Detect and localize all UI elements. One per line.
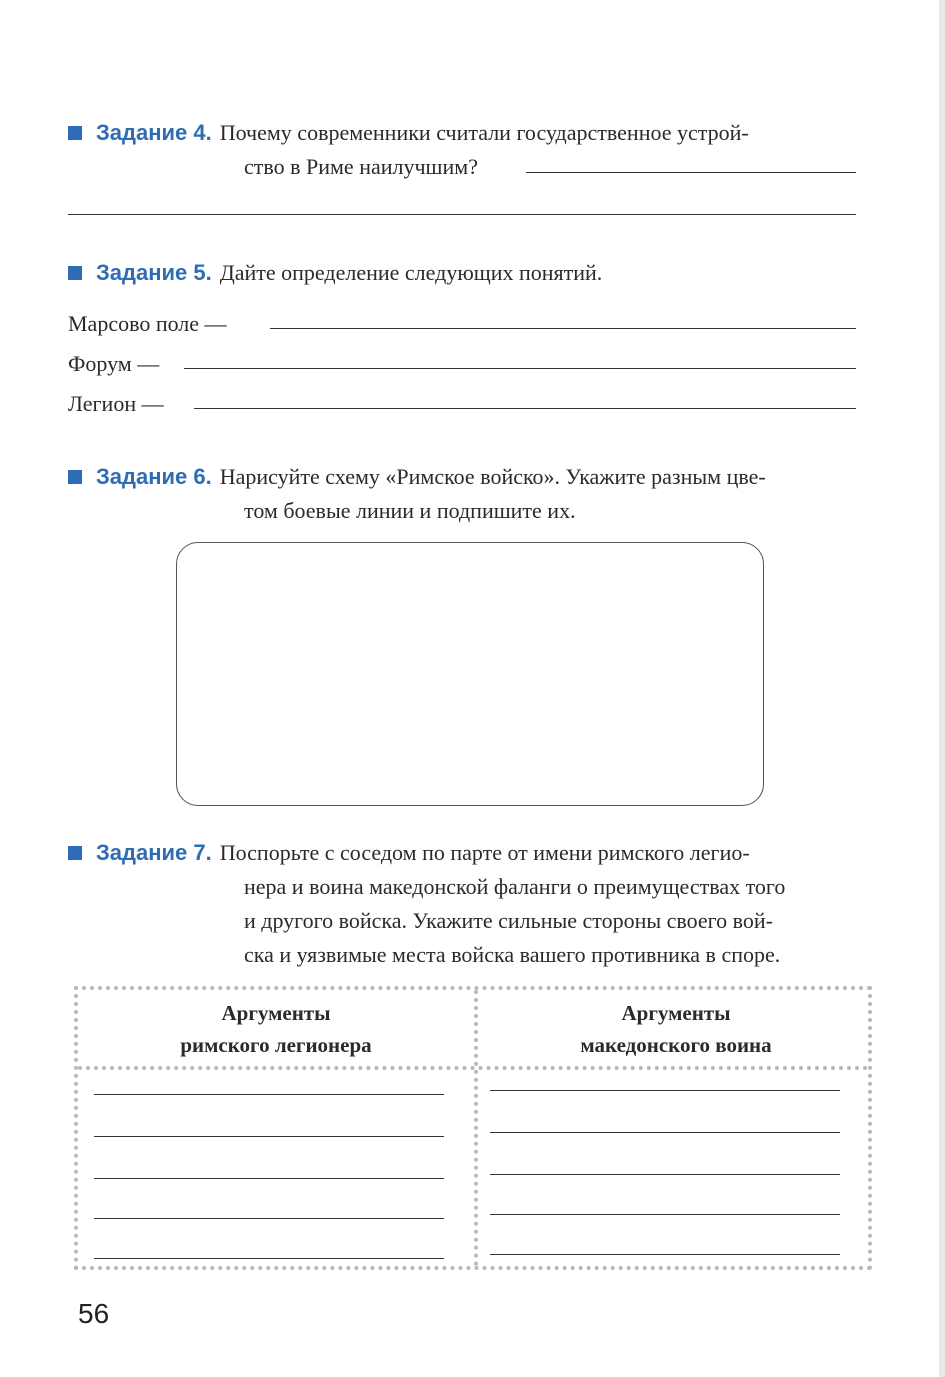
right-answer-line[interactable] <box>490 1254 840 1255</box>
task-4-text-line2: ство в Риме наилучшим? <box>244 154 478 179</box>
left-answer-line[interactable] <box>94 1136 444 1137</box>
definition-line[interactable] <box>184 368 856 369</box>
left-answer-line[interactable] <box>94 1258 444 1259</box>
task-7-text-line3: и другого войска. Укажите сильные стороны своего вой- <box>244 908 773 933</box>
task-4-label: Задание 4. <box>96 120 212 145</box>
header-macedonian-warrior <box>478 996 874 1062</box>
square-bullet-icon <box>68 846 82 860</box>
page-number: 56 <box>78 1298 110 1329</box>
definition-line[interactable] <box>194 408 856 409</box>
term-forum: Форум — <box>68 351 160 376</box>
square-bullet-icon <box>68 126 82 140</box>
term-legion: Легион — <box>68 391 164 416</box>
square-bullet-icon <box>68 266 82 280</box>
arguments-table <box>74 986 872 1270</box>
left-answer-line[interactable] <box>94 1178 444 1179</box>
task-5 <box>68 256 868 290</box>
right-answer-line[interactable] <box>490 1174 840 1175</box>
answer-line[interactable] <box>526 172 856 173</box>
task-4 <box>68 116 868 184</box>
task-5-label: Задание 5. <box>96 260 212 285</box>
task-7-text-line1: Поспорьте с соседом по парте от имени римского легио- <box>219 840 750 865</box>
header-line: Аргументы <box>221 1001 331 1025</box>
task-7-text-line2: нера и воина македонской фаланги о преимуществах того <box>244 874 786 899</box>
task-5-text: Дайте определение следующих понятий. <box>219 260 603 285</box>
drawing-area[interactable] <box>176 542 764 806</box>
task-6-label: Задание 6. <box>96 464 212 489</box>
page-edge <box>939 0 945 1377</box>
header-roman-legionary <box>78 996 474 1062</box>
task-6-text-line1: Нарисуйте схему «Римское войско». Укажите разным цве- <box>219 464 766 489</box>
task-7 <box>68 836 868 972</box>
task-6 <box>68 460 868 528</box>
term-mars-field: Марсово поле — <box>68 311 227 336</box>
header-line: Аргументы <box>621 1001 731 1025</box>
answer-line[interactable] <box>68 214 856 215</box>
task-4-text-line1: Почему современники считали государственное устрой- <box>219 120 749 145</box>
left-answer-line[interactable] <box>94 1094 444 1095</box>
definition-line[interactable] <box>270 328 856 329</box>
header-line: римского легионера <box>180 1033 372 1057</box>
right-answer-line[interactable] <box>490 1214 840 1215</box>
task-7-label: Задание 7. <box>96 840 212 865</box>
left-answer-line[interactable] <box>94 1218 444 1219</box>
right-answer-line[interactable] <box>490 1132 840 1133</box>
header-divider <box>78 1066 868 1070</box>
square-bullet-icon <box>68 470 82 484</box>
right-answer-line[interactable] <box>490 1090 840 1091</box>
task-7-text-line4: ска и уязвимые места войска вашего противника в споре. <box>244 942 781 967</box>
header-line: македонского воина <box>580 1033 772 1057</box>
task-6-text-line2: том боевые линии и подпишите их. <box>244 498 576 523</box>
